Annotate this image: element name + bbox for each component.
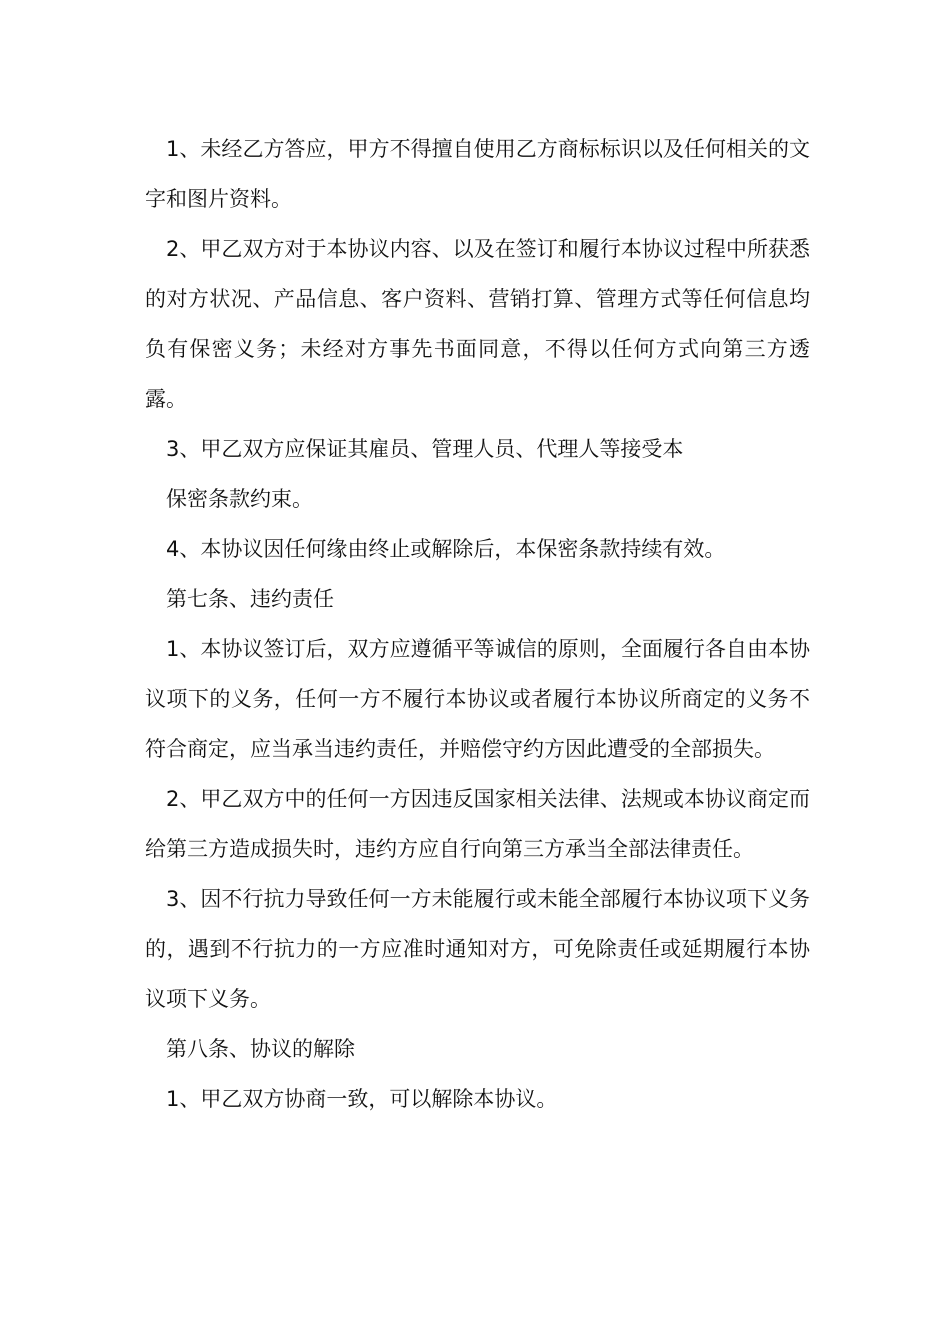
section-heading-article-8: 第八条、协议的解除	[166, 1037, 355, 1061]
paragraph-employee-confidentiality: 3、甲乙双方应保证其雇员、管理人员、代理人等接受本	[166, 437, 684, 461]
paragraph-confidentiality-continuation: 保密条款约束。	[166, 487, 313, 511]
paragraph-third-party-liability: 2、甲乙双方中的任何一方因违反国家相关法律、法规或本协议商定而给第三方造成损失时，违约方应自行向第三方承当全部法律责任。	[145, 787, 810, 861]
paragraph-confidentiality-survival: 4、本协议因任何缘由终止或解除后，本保密条款持续有效。	[166, 537, 726, 561]
paragraph-trademark-use: 1、未经乙方答应，甲方不得擅自使用乙方商标标识以及任何相关的文字和图片资料。	[145, 137, 810, 211]
document-body	[145, 124, 810, 1124]
paragraph-breach-liability: 1、本协议签订后，双方应遵循平等诚信的原则，全面履行各自由本协议项下的义务，任何一方不履行本协议或者履行本协议所商定的义务不符合商定，应当承当违约责任，并赔偿守约方因此遭受的全部损失。	[145, 637, 810, 761]
section-heading-article-7: 第七条、违约责任	[166, 587, 334, 611]
paragraph-confidentiality-duty: 2、甲乙双方对于本协议内容、以及在签订和履行本协议过程中所获悉的对方状况、产品信息、客户资料、营销打算、管理方式等任何信息均负有保密义务；未经对方事先书面同意，不得以任何方式向第三方透露。	[145, 237, 810, 411]
paragraph-force-majeure: 3、因不行抗力导致任何一方未能履行或未能全部履行本协议项下义务的，遇到不行抗力的一方应准时通知对方，可免除责任或延期履行本协议项下义务。	[145, 887, 810, 1011]
paragraph-mutual-termination: 1、甲乙双方协商一致，可以解除本协议。	[166, 1087, 558, 1111]
